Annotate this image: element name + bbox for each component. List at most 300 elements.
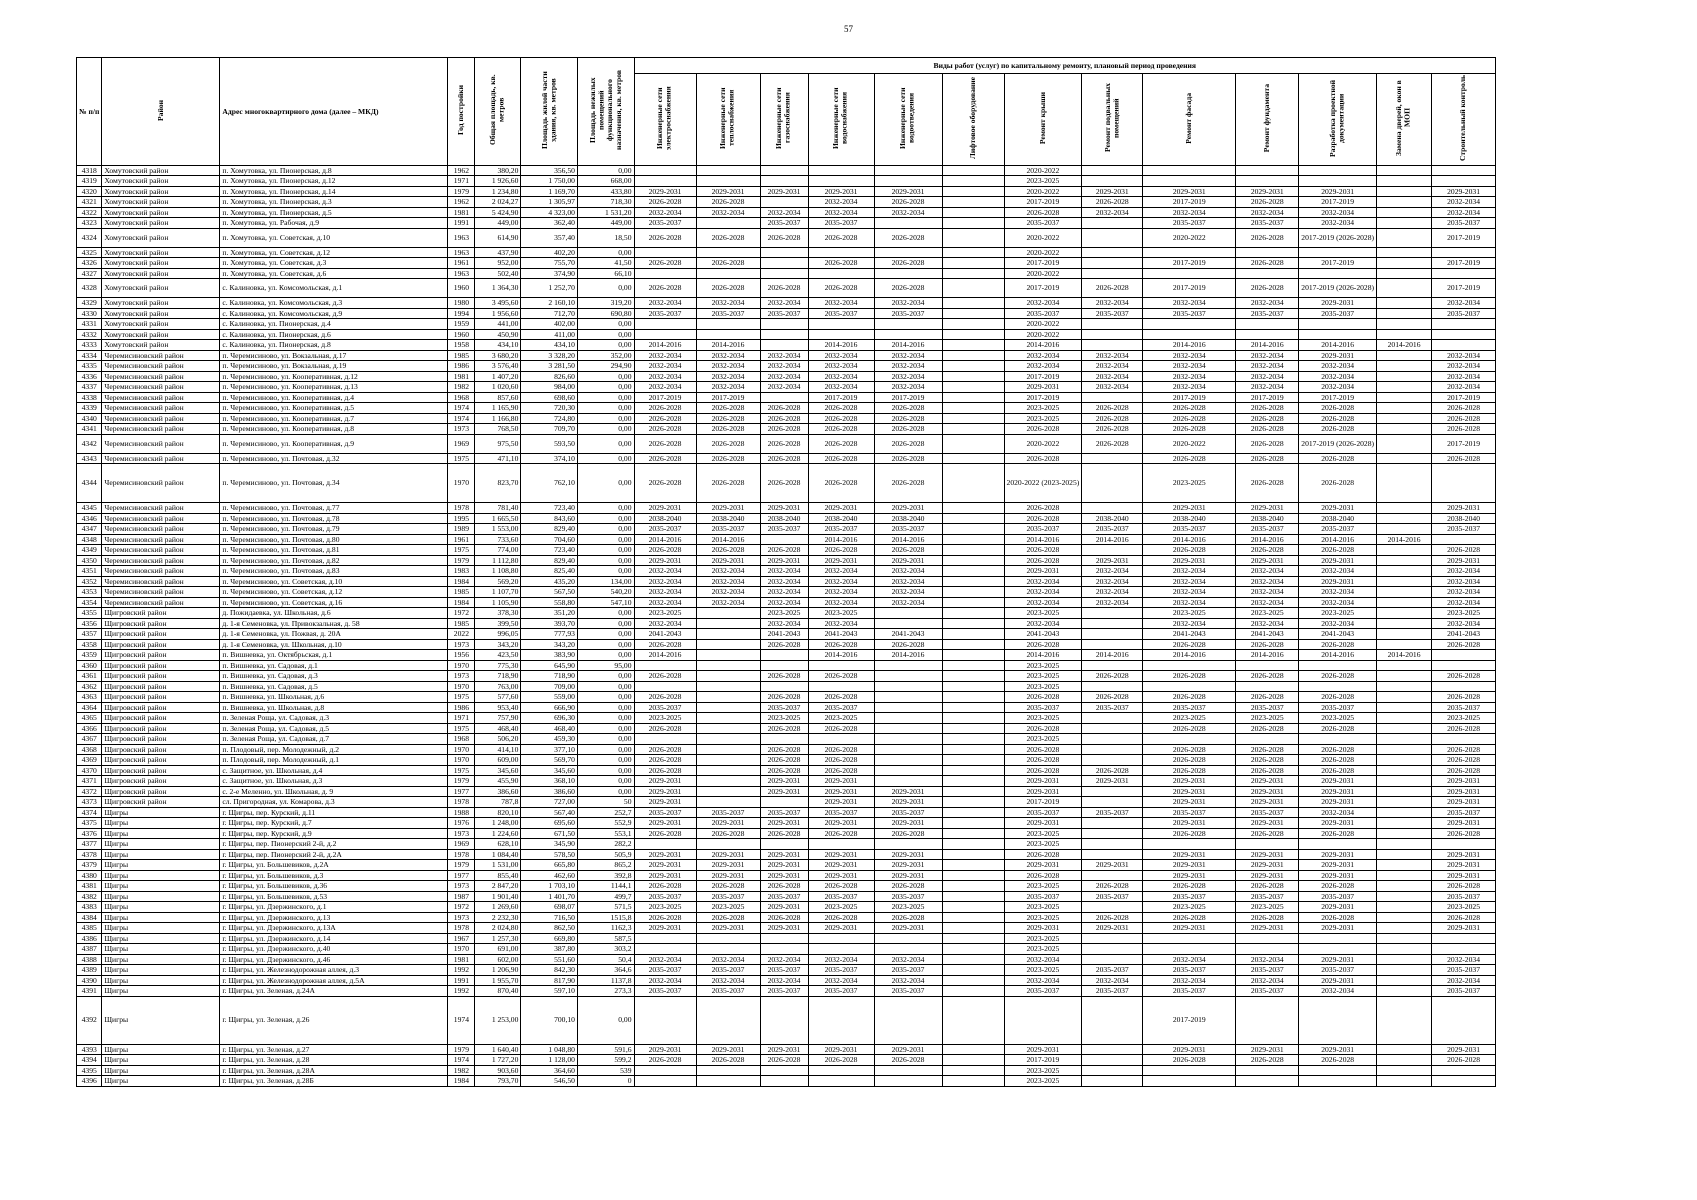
table-row: [77, 403, 1496, 414]
table-cell: [1299, 165, 1377, 176]
table-cell: 2023-2025: [1004, 403, 1082, 414]
table-cell: [874, 734, 942, 745]
table-cell: [942, 176, 1004, 187]
table-cell: 1961: [448, 534, 475, 545]
table-cell: 1984: [448, 576, 475, 587]
table-row: [77, 702, 1496, 713]
table-cell: г. Щигры, ул. Зеленая, д.28: [220, 1055, 448, 1066]
table-cell: 2026-2028: [1004, 555, 1082, 566]
table-cell: 2026-2028: [760, 228, 808, 247]
table-row: [77, 1065, 1496, 1076]
table-cell: [942, 681, 1004, 692]
table-cell: 1963: [448, 247, 475, 258]
table-cell: 2017-2019: [1432, 434, 1496, 453]
table-cell: 1978: [448, 797, 475, 808]
table-cell: 2026-2028: [1432, 723, 1496, 734]
table-cell: 2029-2031: [808, 786, 874, 797]
table-cell: [1082, 660, 1143, 671]
table-row: [77, 660, 1496, 671]
table-cell: 2035-2037: [1143, 702, 1236, 713]
table-cell: 2023-2025: [808, 608, 874, 619]
table-cell: 2035-2037: [1432, 807, 1496, 818]
table-cell: 2035-2037: [1143, 524, 1236, 535]
table-cell: 2032-2034: [808, 587, 874, 598]
table-cell: [1432, 176, 1496, 187]
table-cell: 0,00: [577, 545, 634, 556]
table-cell: 2029-2031: [874, 849, 942, 860]
table-cell: 829,40: [521, 555, 578, 566]
table-cell: 755,70: [521, 258, 578, 269]
table-cell: 666,90: [521, 702, 578, 713]
table-cell: 2032-2034: [1143, 350, 1236, 361]
table-cell: 2032-2034: [1143, 975, 1236, 986]
table-cell: [1143, 734, 1236, 745]
table-cell: Хомутовский район: [102, 258, 220, 269]
table-cell: 1975: [448, 453, 475, 464]
table-cell: 2032-2034: [874, 298, 942, 309]
table-cell: 2032-2034: [760, 350, 808, 361]
table-cell: [942, 923, 1004, 934]
table-cell: 2026-2028: [1236, 413, 1299, 424]
table-cell: 2014-2016: [1236, 534, 1299, 545]
table-cell: 2023-2025: [760, 713, 808, 724]
table-cell: 1985: [448, 587, 475, 598]
table-row: [77, 954, 1496, 965]
table-cell: [874, 176, 942, 187]
table-cell: [1143, 944, 1236, 955]
table-cell: 2032-2034: [634, 382, 696, 393]
table-cell: 4341: [77, 424, 102, 435]
table-cell: 2026-2028: [808, 881, 874, 892]
table-cell: 2029-2031: [1143, 923, 1236, 934]
table-cell: г. Щигры, пер. Пионерский 2-й, д.2А: [220, 849, 448, 860]
table-cell: 2029-2031: [1299, 776, 1377, 787]
table-cell: [942, 839, 1004, 850]
table-cell: 2023-2025: [1004, 681, 1082, 692]
table-cell: п. Вишневка, ул. Садовая, д.1: [220, 660, 448, 671]
table-cell: 2023-2025: [760, 608, 808, 619]
table-cell: [1377, 891, 1432, 902]
table-cell: Черемисиновский район: [102, 371, 220, 382]
table-cell: 4374: [77, 807, 102, 818]
table-cell: [696, 1065, 760, 1076]
table-cell: 0,00: [577, 650, 634, 661]
table-cell: [1299, 660, 1377, 671]
table-cell: 2014-2016: [1299, 534, 1377, 545]
table-cell: [874, 723, 942, 734]
table-cell: [942, 524, 1004, 535]
table-cell: 2035-2037: [1004, 891, 1082, 902]
table-cell: 2032-2034: [634, 597, 696, 608]
table-cell: [1377, 392, 1432, 403]
table-cell: 2035-2037: [1236, 986, 1299, 997]
table-row: [77, 1044, 1496, 1055]
table-cell: 2032-2034: [874, 576, 942, 587]
table-cell: 2041-2043: [874, 629, 942, 640]
table-cell: 1968: [448, 734, 475, 745]
table-cell: [942, 513, 1004, 524]
table-cell: 829,40: [521, 524, 578, 535]
table-cell: 1 253,00: [475, 996, 521, 1044]
table-cell: 1 048,80: [521, 1044, 578, 1055]
table-cell: 2023-2025: [1004, 734, 1082, 745]
table-row: [77, 258, 1496, 269]
table-cell: 1979: [448, 860, 475, 871]
table-cell: Щигры: [102, 1055, 220, 1066]
table-cell: 2032-2034: [634, 207, 696, 218]
table-cell: Черемисиновский район: [102, 403, 220, 414]
table-cell: 2023-2025: [1004, 933, 1082, 944]
table-cell: 2026-2028: [1143, 639, 1236, 650]
table-cell: 975,50: [475, 434, 521, 453]
table-cell: 2026-2028: [1299, 912, 1377, 923]
table-cell: 4396: [77, 1076, 102, 1087]
table-row: [77, 608, 1496, 619]
table-cell: 2026-2028: [1004, 513, 1082, 524]
table-cell: 2032-2034: [1432, 197, 1496, 208]
table-cell: 2029-2031: [1082, 860, 1143, 871]
table-cell: 855,40: [475, 870, 521, 881]
table-cell: 668,00: [577, 176, 634, 187]
table-cell: 709,70: [521, 424, 578, 435]
table-cell: 539: [577, 1065, 634, 1076]
table-cell: 4381: [77, 881, 102, 892]
table-cell: [1082, 849, 1143, 860]
table-cell: 0,00: [577, 453, 634, 464]
table-cell: Хомутовский район: [102, 218, 220, 229]
table-cell: 2032-2034: [1004, 298, 1082, 309]
table-cell: 2017-2019: [1004, 1055, 1082, 1066]
table-cell: п. Хомутовка, ул. Советская, д.6: [220, 268, 448, 279]
table-cell: Щигры: [102, 912, 220, 923]
table-cell: 0,00: [577, 734, 634, 745]
table-cell: 2014-2016: [874, 650, 942, 661]
table-cell: г. Щигры, ул. Дзержинского, д.13: [220, 912, 448, 923]
table-cell: 2035-2037: [760, 891, 808, 902]
table-cell: 0,00: [577, 765, 634, 776]
table-cell: 2029-2031: [760, 555, 808, 566]
table-row: [77, 464, 1496, 503]
table-row: [77, 671, 1496, 682]
table-cell: [942, 776, 1004, 787]
table-cell: [942, 755, 1004, 766]
table-cell: [1377, 765, 1432, 776]
table-cell: [942, 371, 1004, 382]
table-cell: Хомутовский район: [102, 308, 220, 319]
table-cell: Черемисиновский район: [102, 424, 220, 435]
table-cell: [1377, 186, 1432, 197]
table-cell: [942, 744, 1004, 755]
table-cell: 4357: [77, 629, 102, 640]
table-cell: 2029-2031: [760, 503, 808, 514]
table-cell: п. Черемисиново, ул. Вокзальная, д.19: [220, 361, 448, 372]
table-cell: [942, 734, 1004, 745]
table-cell: 1515,8: [577, 912, 634, 923]
table-cell: Хомутовский район: [102, 228, 220, 247]
table-cell: 1982: [448, 1065, 475, 1076]
table-cell: [942, 382, 1004, 393]
table-cell: 2032-2034: [696, 954, 760, 965]
table-cell: 2026-2028: [1004, 692, 1082, 703]
table-cell: 2035-2037: [808, 891, 874, 902]
table-cell: 2035-2037: [1432, 218, 1496, 229]
table-cell: Щигровский район: [102, 744, 220, 755]
table-cell: 1 128,00: [521, 1055, 578, 1066]
table-cell: [696, 681, 760, 692]
table-cell: 2017-2019: [1236, 392, 1299, 403]
table-cell: Щигровский район: [102, 608, 220, 619]
table-cell: п. Хомутовка, ул. Пионерская, д.8: [220, 165, 448, 176]
table-cell: 2017-2019 (2026-2028): [1299, 228, 1377, 247]
table-cell: 0,00: [577, 340, 634, 351]
table-cell: 2017-2019: [1004, 392, 1082, 403]
table-cell: 2014-2016: [634, 340, 696, 351]
table-cell: 2035-2037: [1004, 986, 1082, 997]
table-cell: 2026-2028: [808, 434, 874, 453]
table-cell: [696, 165, 760, 176]
table-cell: 4369: [77, 755, 102, 766]
table-cell: [874, 944, 942, 955]
table-cell: 2035-2037: [1432, 965, 1496, 976]
table-cell: 2029-2031: [1299, 923, 1377, 934]
table-cell: [1432, 1076, 1496, 1087]
table-cell: 2032-2034: [1236, 587, 1299, 598]
table-cell: 392,8: [577, 870, 634, 881]
table-cell: 826,60: [521, 371, 578, 382]
table-cell: 2014-2016: [1004, 534, 1082, 545]
table-cell: [1377, 597, 1432, 608]
table-cell: [1377, 713, 1432, 724]
work-type-header: Инженерные сети теплоснабжения: [696, 74, 760, 166]
table-cell: 2017-2019: [1143, 197, 1236, 208]
table-cell: г. Щигры, ул. Дзержинского, д.14: [220, 933, 448, 944]
table-cell: с. Калиновка, ул. Комсомольская, д.3: [220, 298, 448, 309]
table-cell: 2026-2028: [808, 453, 874, 464]
table-cell: Черемисиновский район: [102, 361, 220, 372]
table-cell: 2026-2028: [874, 228, 942, 247]
table-cell: 4389: [77, 965, 102, 976]
table-cell: [1432, 839, 1496, 850]
table-cell: Хомутовский район: [102, 319, 220, 330]
table-cell: 2026-2028: [760, 744, 808, 755]
table-cell: 2026-2028: [1236, 692, 1299, 703]
table-cell: 2020-2022: [1004, 165, 1082, 176]
table-cell: [760, 933, 808, 944]
table-row: [77, 692, 1496, 703]
table-cell: 386,60: [475, 786, 521, 797]
table-cell: [942, 350, 1004, 361]
table-cell: 2017-2019: [1143, 279, 1236, 298]
table-cell: 2032-2034: [874, 361, 942, 372]
table-cell: 2026-2028: [1004, 755, 1082, 766]
table-cell: 2032-2034: [696, 576, 760, 587]
table-cell: 2026-2028: [1236, 434, 1299, 453]
table-cell: 2023-2025: [1236, 713, 1299, 724]
table-cell: Черемисиновский район: [102, 413, 220, 424]
table-cell: [696, 944, 760, 955]
table-cell: 602,00: [475, 954, 521, 965]
table-cell: 2023-2025: [1004, 944, 1082, 955]
table-cell: 1960: [448, 279, 475, 298]
table-cell: 2032-2034: [1432, 576, 1496, 587]
table-cell: 2032-2034: [696, 587, 760, 598]
table-cell: 2035-2037: [1236, 807, 1299, 818]
table-cell: 2023-2025: [1004, 660, 1082, 671]
table-cell: 352,00: [577, 350, 634, 361]
table-cell: [1082, 681, 1143, 692]
table-cell: п. Черемисиново, ул. Советская, д.10: [220, 576, 448, 587]
table-cell: 2032-2034: [634, 350, 696, 361]
table-cell: [1377, 298, 1432, 309]
table-cell: 1969: [448, 839, 475, 850]
table-cell: [1377, 692, 1432, 703]
table-cell: [874, 329, 942, 340]
table-cell: 2026-2028: [1143, 755, 1236, 766]
table-cell: 4328: [77, 279, 102, 298]
table-cell: 2026-2028: [696, 434, 760, 453]
table-cell: 2032-2034: [874, 350, 942, 361]
table-cell: 2032-2034: [1004, 361, 1082, 372]
table-cell: 2023-2025: [1143, 464, 1236, 503]
table-cell: 4324: [77, 228, 102, 247]
table-cell: [874, 765, 942, 776]
table-cell: 357,40: [521, 228, 578, 247]
table-cell: Хомутовский район: [102, 298, 220, 309]
table-cell: Щигровский район: [102, 692, 220, 703]
table-cell: 2032-2034: [1143, 371, 1236, 382]
table-cell: [634, 1065, 696, 1076]
table-cell: 718,90: [475, 671, 521, 682]
table-cell: 4367: [77, 734, 102, 745]
table-cell: 4376: [77, 828, 102, 839]
table-cell: 2035-2037: [634, 218, 696, 229]
table-cell: 1974: [448, 413, 475, 424]
table-cell: [760, 797, 808, 808]
table-cell: 0,00: [577, 639, 634, 650]
table-cell: [1082, 639, 1143, 650]
table-cell: [808, 176, 874, 187]
table-cell: 2029-2031: [1236, 503, 1299, 514]
table-cell: 2029-2031: [874, 1044, 942, 1055]
table-cell: п. Вишневка, ул. Школьная, д.8: [220, 702, 448, 713]
table-cell: 2038-2040: [874, 513, 942, 524]
table-cell: [1082, 319, 1143, 330]
table-cell: 2017-2019: [1004, 797, 1082, 808]
table-cell: 2023-2025: [1143, 608, 1236, 619]
table-cell: 2029-2031: [1004, 776, 1082, 787]
table-cell: 2026-2028: [696, 424, 760, 435]
table-cell: 2026-2028: [1432, 765, 1496, 776]
table-cell: 2032-2034: [760, 576, 808, 587]
table-cell: 1983: [448, 566, 475, 577]
table-cell: 1984: [448, 597, 475, 608]
table-cell: [1299, 329, 1377, 340]
table-cell: [1299, 734, 1377, 745]
table-cell: [1377, 723, 1432, 734]
table-cell: 2035-2037: [1143, 308, 1236, 319]
table-cell: 2032-2034: [634, 566, 696, 577]
table-cell: 2035-2037: [874, 807, 942, 818]
table-cell: с. Калиновка, ул. Комсомольская, д.1: [220, 279, 448, 298]
table-cell: [1377, 608, 1432, 619]
table-cell: [1377, 555, 1432, 566]
table-cell: Хомутовский район: [102, 186, 220, 197]
table-cell: 1972: [448, 902, 475, 913]
table-cell: 2035-2037: [1004, 702, 1082, 713]
table-cell: [942, 608, 1004, 619]
table-cell: 2029-2031: [1299, 576, 1377, 587]
table-cell: 402,00: [521, 319, 578, 330]
table-cell: [760, 165, 808, 176]
table-cell: [942, 555, 1004, 566]
table-cell: 1980: [448, 298, 475, 309]
table-cell: с. Защитное, ул. Школьная, д.4: [220, 765, 448, 776]
table-cell: Хомутовский район: [102, 340, 220, 351]
table-cell: 2026-2028: [1432, 403, 1496, 414]
table-cell: [760, 258, 808, 269]
table-cell: 2029-2031: [808, 870, 874, 881]
table-cell: 2032-2034: [696, 975, 760, 986]
table-cell: 2020-2022: [1004, 329, 1082, 340]
table-cell: 1988: [448, 807, 475, 818]
table-cell: 2026-2028: [1143, 1055, 1236, 1066]
table-cell: 2023-2025: [1143, 713, 1236, 724]
table-cell: [1432, 996, 1496, 1044]
table-cell: [1082, 1076, 1143, 1087]
table-cell: 558,80: [521, 597, 578, 608]
table-cell: 2026-2028: [808, 912, 874, 923]
table-cell: г. Щигры, ул. Зеленая, д.26: [220, 996, 448, 1044]
table-cell: 4349: [77, 545, 102, 556]
table-cell: [1082, 268, 1143, 279]
work-type-header: Ремонт подвальных помещений: [1082, 74, 1143, 166]
table-cell: Черемисиновский район: [102, 382, 220, 393]
table-cell: [1377, 176, 1432, 187]
table-cell: [1082, 453, 1143, 464]
table-cell: [1377, 734, 1432, 745]
table-cell: 2026-2028: [634, 228, 696, 247]
table-cell: 0,00: [577, 371, 634, 382]
table-cell: 2029-2031: [1299, 849, 1377, 860]
table-cell: 2032-2034: [1432, 618, 1496, 629]
table-cell: 343,20: [475, 639, 521, 650]
table-cell: 2026-2028: [874, 639, 942, 650]
table-cell: 1 727,20: [475, 1055, 521, 1066]
table-cell: [1236, 681, 1299, 692]
table-cell: 0,00: [577, 329, 634, 340]
table-cell: 553,1: [577, 828, 634, 839]
table-cell: 1 364,30: [475, 279, 521, 298]
table-row: [77, 392, 1496, 403]
table-cell: 1986: [448, 361, 475, 372]
table-cell: Щигровский район: [102, 755, 220, 766]
table-cell: 865,2: [577, 860, 634, 871]
table-cell: 402,20: [521, 247, 578, 258]
table-cell: 2029-2031: [1143, 797, 1236, 808]
table-cell: 2032-2034: [1432, 566, 1496, 577]
table-cell: 4335: [77, 361, 102, 372]
table-cell: 2032-2034: [808, 618, 874, 629]
table-cell: п. Черемисиново, ул. Почтовая, д.80: [220, 534, 448, 545]
table-cell: [1143, 1065, 1236, 1076]
table-cell: 768,50: [475, 424, 521, 435]
table-cell: 4342: [77, 434, 102, 453]
table-cell: 2029-2031: [634, 870, 696, 881]
table-cell: 0,00: [577, 413, 634, 424]
table-cell: 2023-2025: [1004, 839, 1082, 850]
table-cell: 2029-2031: [808, 776, 874, 787]
table-cell: 2026-2028: [808, 692, 874, 703]
